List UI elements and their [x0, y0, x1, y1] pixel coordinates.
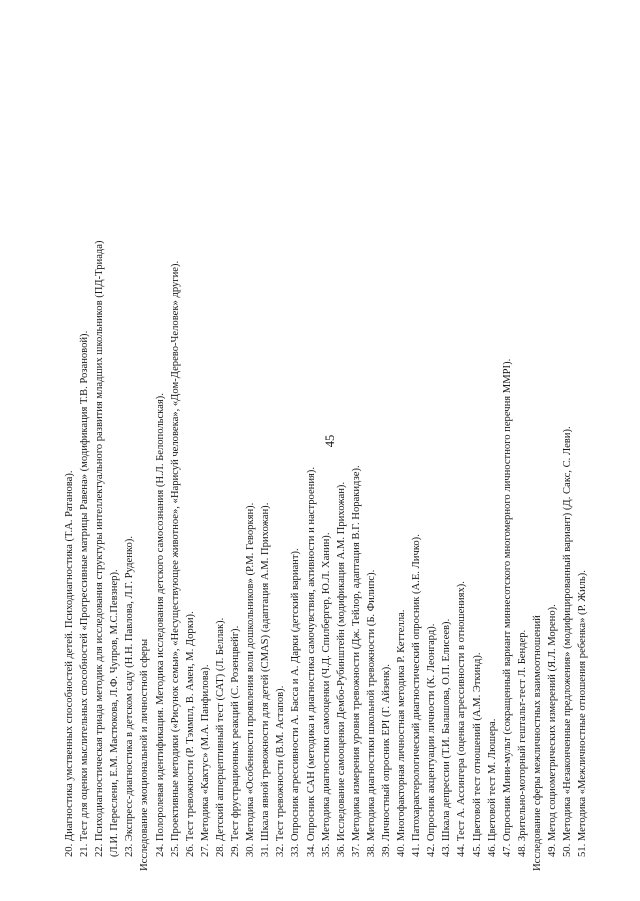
list-item: 33. Опросник агрессивности А. Басса и А. Дарки (детский вариант). [290, 548, 302, 857]
list-item: 24. Полоролевая идентификация. Методика исследования детского самосознания (Н.Л. Белопольская). [154, 393, 166, 857]
list-item: 21. Тест для оценки мыслительных способностей «Прогрессивные матрицы Равена» (модификация Т.В. Розановой). [79, 330, 91, 857]
list-item: 39. Личностный опросник EPI (Г. Айзенк). [380, 664, 392, 857]
list-item: 34. Опросник САН (методика и диагностика самочувствия, активности и настроения). [305, 466, 317, 857]
list-item: 49. Метод социометрических измерений (Я.Л. Морено). [547, 604, 558, 857]
list-item: 50. Методика «Незаконченные предложения» (модифицированный вариант) (Д. Сакс, С. Леви). [562, 426, 574, 857]
list-item: 30. Методика «Особенности проявления воли дошкольников» (Р.М. Геворкян). [245, 502, 257, 857]
list-item: 48. Зрительно-моторный гештальт-тест Л. Бендер. [516, 629, 528, 857]
list-item: 42. Опросник акцентуации личности (К. Леонгард). [426, 623, 438, 857]
list-item: 26. Тест тревожности (Р. Тэммпл, В. Амен, М. Дорки). [184, 611, 196, 857]
list-item: 40. Многофакторная личностная методика Р. Кеттелла. [396, 609, 408, 857]
list-item: 31. Шкала явной тревожности для детей (CMAS) (адаптация А.М. Прихожан). [260, 502, 272, 857]
list-item: 45. Цветовой тест отношений (А.М. Эткинд). [471, 652, 483, 857]
page-number: 45 [323, 434, 337, 448]
list-item: 32. Тест тревожности (В.М. Астапов). [275, 685, 287, 857]
list-item: 44. Тест А. Ассингера (оценка агрессивности в отношениях). [456, 581, 468, 857]
list-item: 35. Методика диагностики самооценки (Ч.Д. Спилбергер, Ю.Л. Ханин). [320, 532, 332, 857]
document-body [62, 31, 589, 871]
list-item: 46. Цветовой тест М. Люшера. [486, 718, 498, 857]
list-item: 22. Психодиагностическая триада методик для исследования структуры интеллектуального развития младших школьников (ПД-Триада) [94, 240, 106, 857]
section-heading: Исследование эмоциональной и личностной сферы [139, 638, 151, 871]
list-item: 47. Опросник Мини-мульт (сокращенный вариант миннесотского многомерного личностного перечня MMPI). [501, 358, 513, 857]
list-item: 23. Экспресс-диагностика в детском саду (Н.Н. Павлова, Л.Г. Руденко). [124, 536, 136, 857]
list-item: 38. Методика диагностики школьной тревожности (Б. Филипс). [365, 569, 377, 857]
list-item: 36. Исследование самооценки Дембо-Рубинштейн (модификация А.М. Прихожан). [335, 481, 347, 857]
section-heading: Исследование сферы межличностных взаимоотношений [531, 615, 543, 871]
list-item: 41. Патохарактерологический диагностический опросник (А.Е. Личко). [411, 534, 423, 857]
list-item: 51. Методика «Межличностные отношения ребенка» (Р. Жиль). [577, 570, 589, 857]
list-item: 20. Диагностика умственных способностей детей. Психодиагностика (Т.А. Ратанова). [64, 470, 75, 857]
list-item: 43. Шкала депрессии (Т.И. Балашова, О.П. Елисеев). [441, 618, 453, 857]
list-item: 27. Методика «Кактус» (М.А. Панфилова). [199, 664, 211, 857]
list-item: 25. Проективные методики («Рисунок семьи», «Несуществующее животное», «Нарисуй человека», «Дом-Дерево-Человек» другие). [169, 260, 181, 857]
list-item-continuation: (Л.И. Переслени, Е.М. Мастюкова, Л.Ф. Чупров, М.С.Певзнер). [109, 569, 121, 857]
list-item: 37. Методика измерения уровня тревожности (Дж. Тейлор, адаптация В.Г. Норакидзе). [350, 465, 362, 857]
list-item: 29. Тест фрустрационных реакций (С. Розенцвейг). [230, 625, 242, 857]
list-item: 28. Детский апперцептивный тест (САТ) (Л. Беллак). [214, 617, 226, 857]
